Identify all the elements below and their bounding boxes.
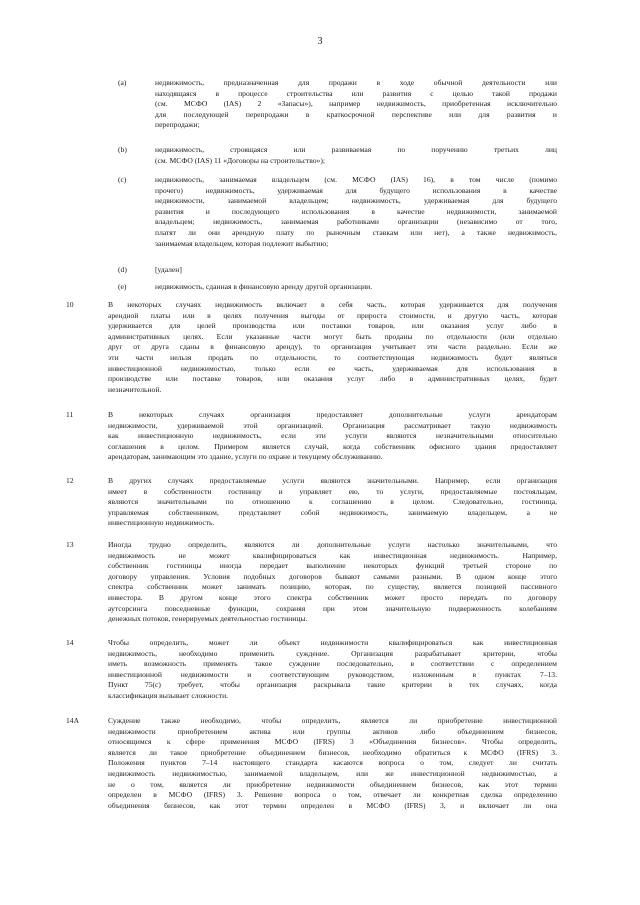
text-line: производстве или поставке товаров, или оказания услуг либо в административных целях, будет	[108, 374, 557, 384]
text-line: недвижимости, удерживаемой этой организацией. Организация рассматривает такую недвижимость	[108, 420, 557, 430]
text-line: недвижимости приобретением актива или группы активов либо объединением бизнесов,	[108, 726, 557, 736]
text-line: В некоторых случаях организация предоставляет дополнительные услуги арендаторам	[108, 410, 557, 419]
text-line: Чтобы определить, может ли объект недвижимости квалифицироваться как инвестиционная	[108, 638, 557, 647]
text-line: платят ли они арендную плату по рыночным ставкам или нет), а также недвижимость,	[155, 227, 557, 237]
text-line: (см. МСФО (IAS) 2 «Запасы»), например недвижимость, приобретенная исключительно	[155, 99, 557, 109]
text-line: владельцем; недвижимость, занимаемая работниками организации (независимо от того,	[155, 217, 557, 227]
text-line: являются значительными по отношению к соглашению в целом. Следовательно, гостиница,	[108, 497, 557, 507]
text-line: классификация вызывает сложности.	[108, 690, 229, 700]
text-line: денежных потоков, генерируемых деятельностью гостиницы.	[108, 614, 308, 624]
text-line: (см. МСФО (IAS) 11 «Договоры на строительство»);	[155, 155, 325, 165]
text-line: как инвестиционную недвижимость, если эти услуги являются незначительными относительно	[108, 431, 557, 441]
text-line: недвижимость не может квалифицироваться как инвестиционная недвижимость. Например,	[108, 550, 557, 560]
paragraph-number: 11	[66, 410, 74, 419]
paragraph-number: 10	[66, 300, 74, 309]
text-line: инвестиционной недвижимости и соответствующим руководством, изложенным в пунктах 7–13.	[108, 669, 557, 679]
text-line: Суждение также необходимо, чтобы определить, является ли приобретение инвестиционной	[108, 716, 557, 725]
text-line: недвижимость, предназначенная для продажи в ходе обычной деятельности или	[155, 78, 557, 87]
text-line: В некоторых случаях недвижимость включает в себя часть, которая удерживается для получения	[108, 300, 557, 309]
text-line: [удален]	[155, 265, 182, 274]
text-line: эти части нельзя продать по отдельности, то соответствующая недвижимость будет являться	[108, 352, 557, 362]
text-line: Пункт 75(c) требует, чтобы организация раскрывала такие критерии в тех случаях, когда	[108, 680, 557, 690]
paragraph-number: 14A	[66, 716, 80, 725]
text-line: аутсорсинга повседневные функции, сохраняя при этом значительную подверженность колебаниям	[108, 603, 557, 613]
text-line: арендной платы или в целях получения выгоды от прироста стоимости, и другую часть, которая	[108, 310, 557, 320]
text-line: имеет в собственности гостиницу и управляет ею, то услуги, предоставляемые постояльцам,	[108, 486, 557, 496]
text-line: административных целях. Если указанные части могут быть проданы по отдельности (или отдельно	[108, 331, 557, 341]
paragraph-number: 12	[66, 476, 74, 485]
paragraph-number: 14	[66, 638, 74, 647]
page-number: 3	[317, 36, 323, 47]
text-line: занимаемая владельцем, которая подлежит выбытию;	[155, 238, 329, 248]
text-line: недвижимость, строящаяся или развиваемая по поручению третьих лиц	[155, 145, 557, 154]
subitem-label: (b)	[118, 145, 127, 154]
text-line: управляемая собственником, представляет собой недвижимость, занимаемую владельцем, а не	[108, 507, 557, 517]
subitem-label: (e)	[118, 282, 127, 291]
text-line: удерживается для целей производства или поставки товаров, или оказания услуг либо в	[108, 321, 557, 331]
text-line: является ли такое приобретение объединением бизнесов, необходимо обратиться к МСФО (IFRS) 3.	[108, 747, 557, 757]
text-line: В других случаях предоставляемые услуги являются значительными. Например, если организация	[108, 476, 557, 485]
subitem-label: (d)	[118, 265, 127, 274]
text-line: Иногда трудно определить, являются ли дополнительные услуги настолько значительными, что	[108, 540, 557, 549]
text-line: недвижимость, необходимо применить суждение. Организация разрабатывает критерии, чтобы	[108, 648, 557, 658]
text-line: объединения бизнесов, как этот термин определен в МСФО (IFRS) 3, и включает ли она	[108, 800, 557, 810]
text-line: инвестора. В другом конце этого спектра собственник может просто передать по договору	[108, 592, 557, 602]
text-line: для последующей перепродажи в краткосрочной перспективе или для развития и	[155, 109, 557, 119]
text-line: соглашения в целом. Примером является случай, когда собственник офисного здания предоставляет	[108, 441, 557, 451]
text-line: недвижимости, занимаемой владельцем; недвижимость, удерживаемая для будущего	[155, 196, 557, 206]
text-line: относящимся к сфере применения МСФО (IFRS) 3 «Объединения бизнесов». Чтобы определить,	[108, 737, 557, 747]
text-line: договору управления. Условия подобных договоров бывают самыми разными. В одном конце этого	[108, 571, 557, 581]
text-line: Положения пунктов 7–14 настоящего стандарта касаются вопроса о том, следует ли считать	[108, 758, 557, 768]
text-line: прочего) недвижимость, удерживаемая для будущего использования в качестве	[155, 185, 557, 195]
text-line: развития и последующего использования в качестве недвижимости, занимаемой	[155, 206, 557, 216]
subitem-label: (a)	[118, 78, 127, 87]
text-line: иметь возможность применять такое суждение последовательно, в соответствии с определением	[108, 659, 557, 669]
text-line: инвестиционной недвижимостью, только если ее часть, удерживаемая для использования в	[108, 363, 557, 373]
text-line: недвижимость, занимаемая владельцем (см. МСФО (IAS) 16), в том числе (помимо	[155, 175, 557, 184]
text-line: инвестиционную недвижимость.	[108, 518, 215, 528]
text-line: собственник гостиницы иногда передает выполнение некоторых функций третьей стороне по	[108, 561, 557, 571]
text-line: перепродажи;	[155, 120, 200, 130]
paragraph-number: 13	[66, 540, 74, 549]
text-line: незначительной.	[108, 384, 162, 394]
text-line: определен в МСФО (IFRS) 3. Решение вопроса о том, отвечает ли конкретная сделка определению	[108, 790, 557, 800]
text-line: не о том, является ли приобретение недвижимости объединением бизнесов, как этот термин	[108, 779, 557, 789]
text-line: недвижимость недвижимостью, занимаемой владельцем, или же инвестиционной недвижимостью, а	[108, 768, 557, 778]
text-line: друг от друга сданы в финансовую аренду), то организация учитывает эти части раздельно. Если же	[108, 342, 557, 352]
text-line: спектра собственник может занимать позицию, которая, по существу, является позицией пассивного	[108, 582, 557, 592]
text-line: арендаторам, занимающим это здание, услуги по охране и текущему обслуживанию.	[108, 452, 383, 462]
subitem-label: (c)	[118, 175, 127, 184]
text-line: недвижимость, сданная в финансовую аренду другой организации.	[155, 282, 373, 291]
text-line: находящаяся в процессе строительства или развития с целью такой продажи	[155, 88, 557, 98]
